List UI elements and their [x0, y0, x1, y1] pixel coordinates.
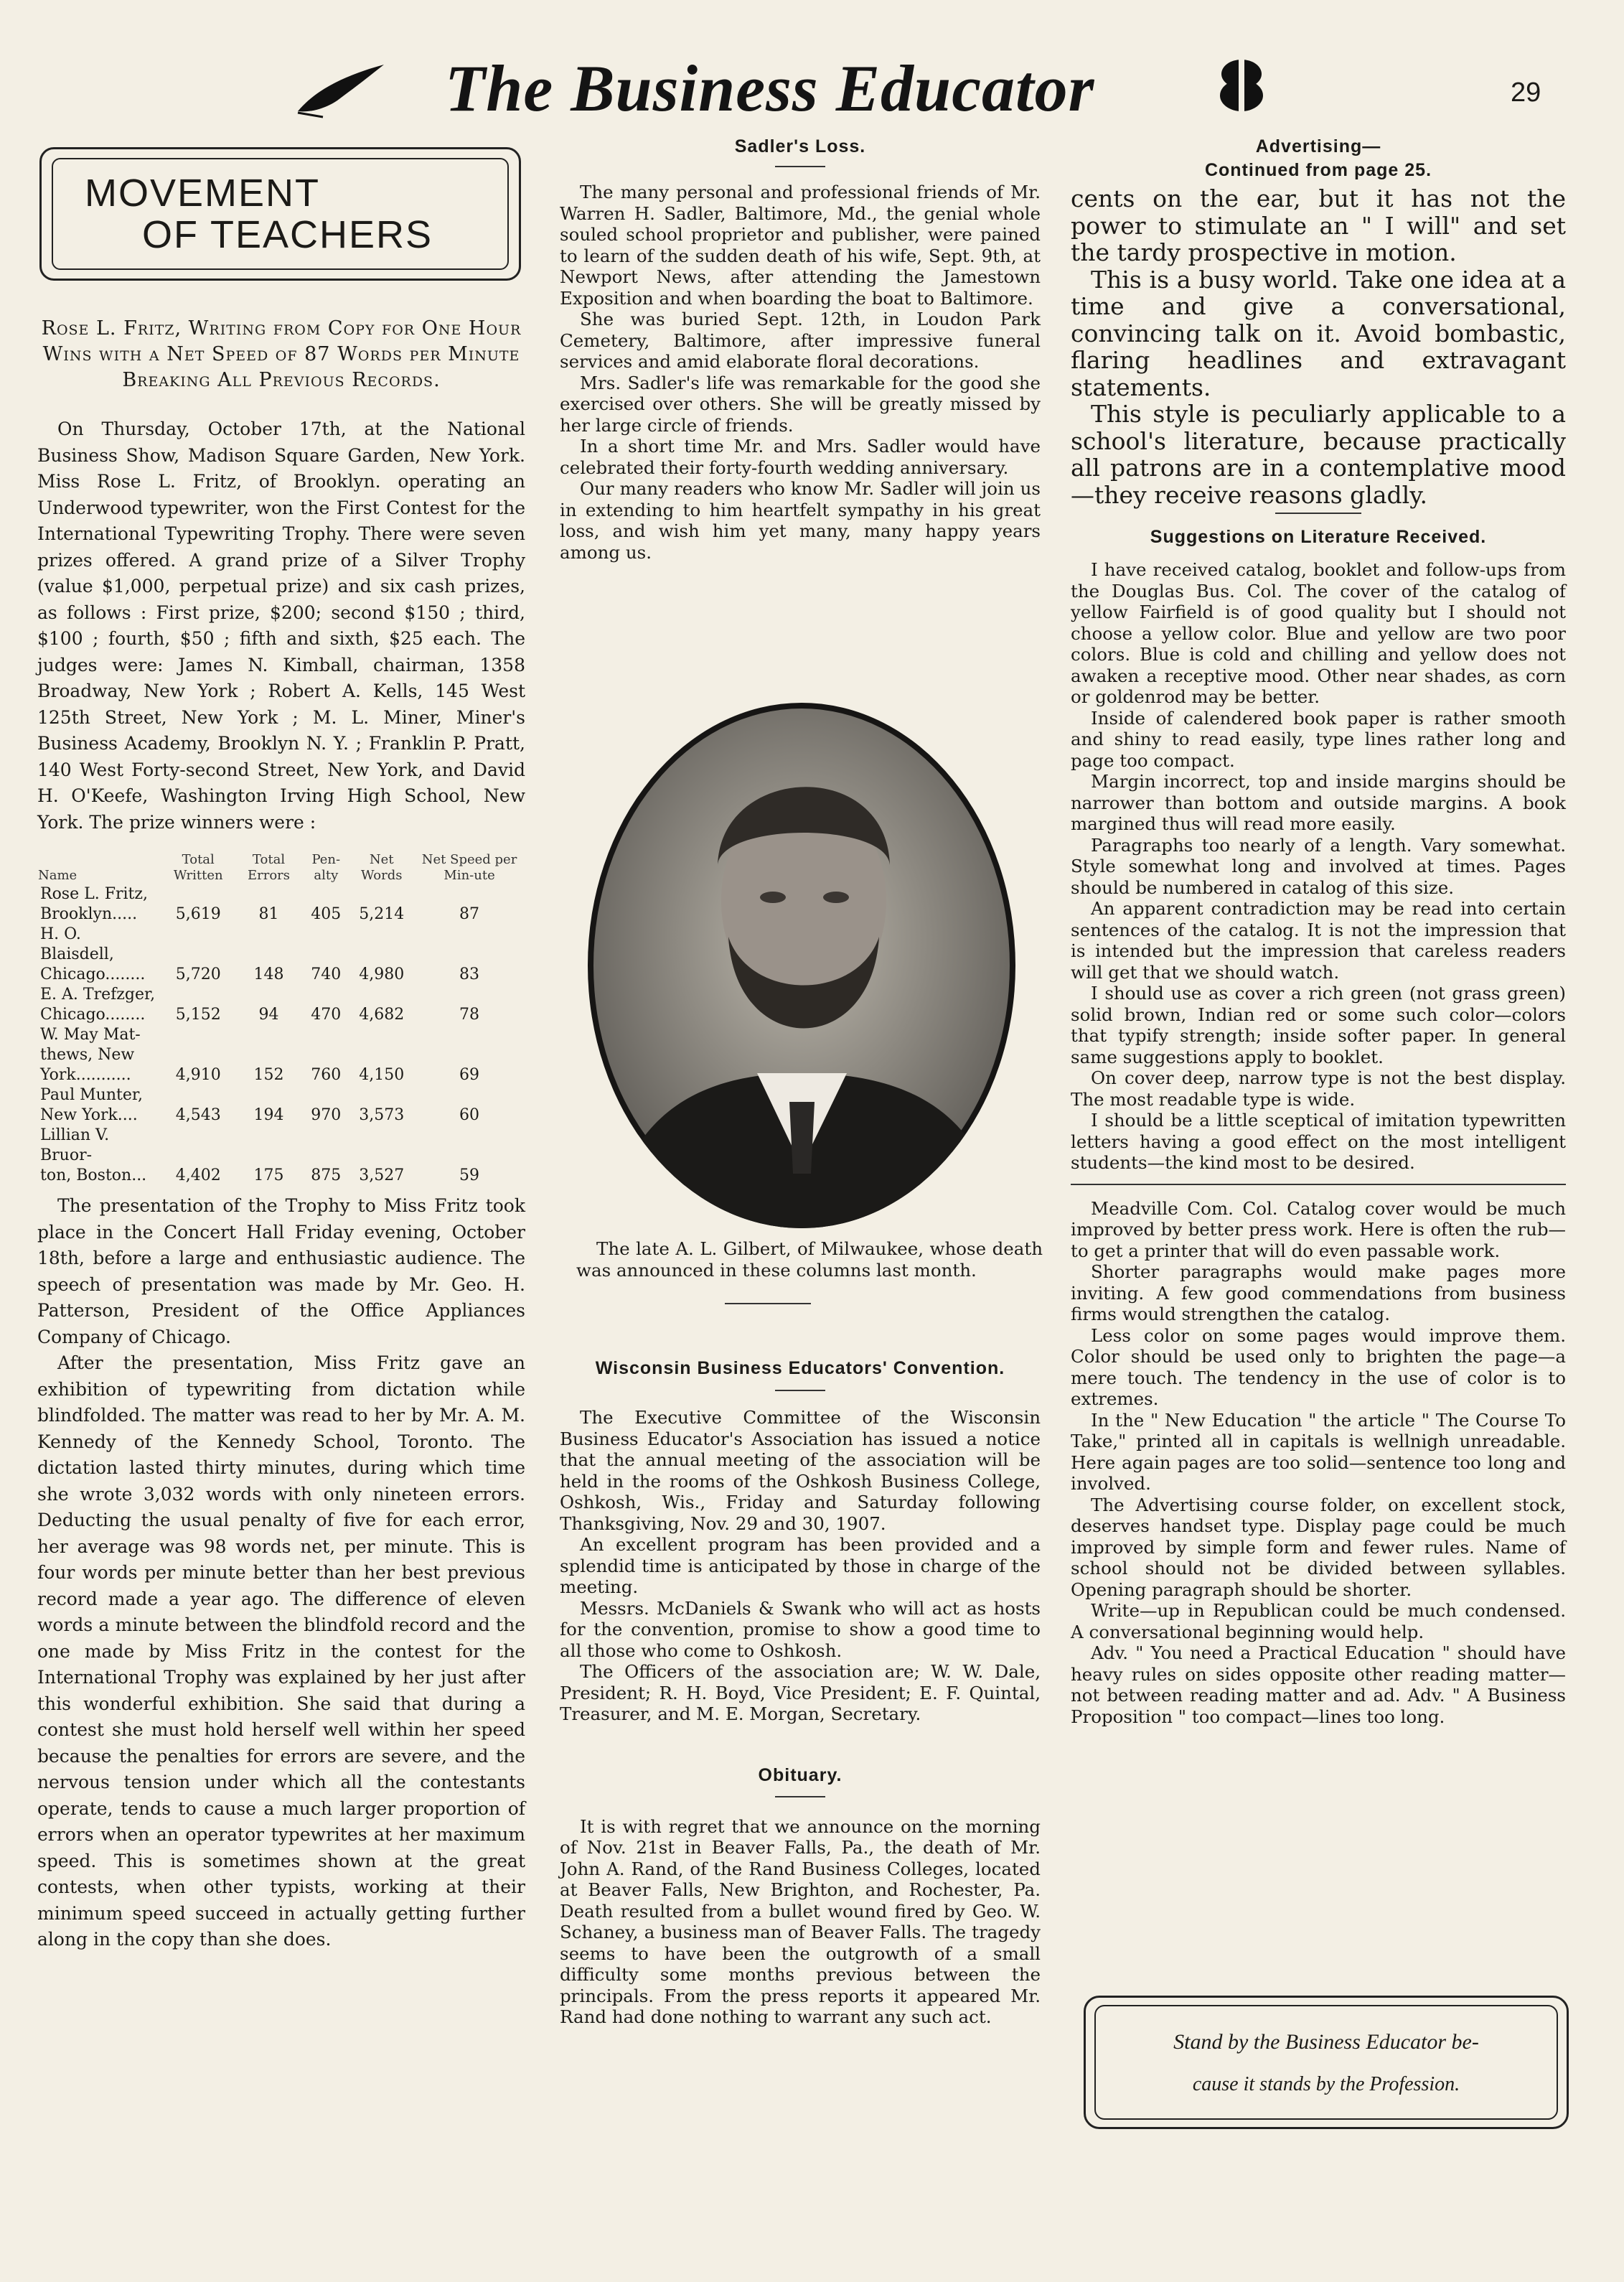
- table-cell: 5,152: [175, 1006, 221, 1024]
- wisconsin-paragraph: An excellent program has been provided and a splendid time is anticipated by those in charge of the meeting.: [560, 1534, 1041, 1597]
- table-cell: 4,150: [359, 1066, 405, 1084]
- sadler-paragraph: Mrs. Sadler's life was remarkable for the good she exercised over others. She will be greatly missed by her large circle of friends.: [560, 372, 1041, 436]
- meadville-paragraph: Meadville Com. Col. Catalog cover would be much improved by better press work. Here is often the rub—to get a printer that will do even passable work.: [1071, 1197, 1566, 1261]
- suggestions-paragraph: Inside of calendered book paper is rather smooth and shiny to read easily, type lines rather long and page too compact.: [1071, 707, 1566, 771]
- table-cell: 78: [459, 1006, 480, 1024]
- sadler-paragraph: In a short time Mr. and Mrs. Sadler would have celebrated their forty-fourth wedding anniversary.: [560, 436, 1041, 478]
- table-header: Total Written: [173, 852, 223, 883]
- advertising-paragraph: This style is peculiarly applicable to a school's literature, because practically all patrons are in a contemplative mood—they receive reasons gladly.: [1071, 400, 1566, 509]
- portrait-caption: The late A. L. Gilbert, of Milwaukee, whose death was announced in these columns last month.: [576, 1238, 1043, 1281]
- table-cell: 4,543: [175, 1106, 221, 1124]
- obituary-paragraph: It is with regret that we announce on the morning of Nov. 21st in Beaver Falls, Pa., the death of Mr. John A. Rand, of the Rand Business Colleges, located at Beaver Falls, New Brighton, and Rochester, Pa. Death resulted from a bullet wound fired by Geo. W. Schaney, a business man of Beaver Falls. The tragedy seems to have been the outgrowth of a small difficulty some months previous between the principals. From the press reports it appeared Mr. Rand had done nothing to warrant any such act.: [560, 1815, 1041, 2027]
- table-cell: 760: [311, 1066, 342, 1084]
- presentation-paragraph: The presentation of the Trophy to Miss Fritz took place in the Concert Hall Friday evening, October 18th, before a large and enthusiastic audience. The speech of presentation was made by Mr. Geo. H. Patterson, President of the Office Appliances Company of Chicago.: [37, 1195, 525, 1347]
- meadville-paragraph: Less color on some pages would improve them. Color should be used only to brighten the page—a mere touch. The tendency in the use of color is to extremes.: [1071, 1324, 1566, 1409]
- table-row: [37, 884, 525, 925]
- sadler-heading: Sadler's Loss.: [734, 136, 866, 156]
- table-cell: 875: [311, 1166, 342, 1184]
- table-cell: 405: [311, 905, 342, 923]
- table-cell: 59: [459, 1166, 480, 1184]
- wisconsin-paragraph: The Officers of the association are; W. W. Dale, President; R. H. Boyd, Vice President; E. F. Quintal, Treasurer, and M. E. Morgan, Secretary.: [560, 1661, 1041, 1724]
- table-cell: 4,980: [359, 965, 405, 983]
- divider: [1071, 1184, 1566, 1185]
- suggestions-heading: Suggestions on Literature Received.: [1150, 527, 1487, 547]
- table-cell: 3,573: [359, 1106, 405, 1124]
- divider: [775, 166, 825, 167]
- stand-text-line-1: Stand by the Business Educator be-: [1173, 2030, 1479, 2054]
- portrait-photo: [585, 700, 1019, 1231]
- table-header: Net Words: [361, 852, 403, 883]
- stand-text-line-2: cause it stands by the Profession.: [1192, 2073, 1460, 2095]
- emblem-icon: [1216, 56, 1267, 113]
- divider: [775, 1796, 825, 1797]
- suggestions-paragraph: I have received catalog, booklet and follow-ups from the Douglas Bus. Col. The cover of the catalog of yellow Fairfield is of good quality but I should not choose a yellow color. Blue and yellow are two poor colors. Blue is cold and chilling and yellow does not awaken a receptive mood. Other near shades, as corn or goldenrod may be better.: [1071, 559, 1566, 707]
- page-number: 29: [1511, 78, 1541, 108]
- table-cell: 3,527: [359, 1166, 405, 1184]
- divider: [775, 1390, 825, 1391]
- table-cell: 4,682: [359, 1006, 405, 1024]
- movement-title-box: [39, 147, 521, 281]
- stand-by-box: [1084, 1996, 1569, 2129]
- table-cell: Rose L. Fritz, Brooklyn.....: [40, 885, 148, 923]
- table-cell: 4,910: [175, 1066, 221, 1084]
- table-header: Name: [38, 868, 78, 883]
- table-header: Total Errors: [247, 852, 291, 883]
- quill-pen-icon: [294, 61, 388, 118]
- divider: [725, 1303, 811, 1304]
- suggestions-paragraph: On cover deep, narrow type is not the best display. The most readable type is wide.: [1071, 1067, 1566, 1110]
- table-cell: 194: [253, 1106, 284, 1124]
- table-cell: 740: [311, 965, 342, 983]
- table-cell: Lillian V. Bruor- ton, Boston...: [40, 1126, 147, 1184]
- masthead-title: The Business Educator: [445, 52, 1095, 125]
- meadville-paragraph: Adv. " You need a Practical Education " should have heavy rules on sides opposite other reading matter—not between reading matter and ad. Adv. " A Business Proposition " too compact—lines too long.: [1071, 1642, 1566, 1727]
- table-cell: 83: [459, 965, 480, 983]
- box-title-line-1: MOVEMENT: [85, 172, 321, 215]
- suggestions-paragraph: An apparent contradiction may be read into certain sentences of the catalog. It is not the impression that is intended but the impression that careless readers will get that we should watch.: [1071, 898, 1566, 983]
- table-cell: 5,214: [359, 905, 405, 923]
- table-cell: 94: [258, 1006, 279, 1024]
- meadville-paragraph: The Advertising course folder, on excellent stock, deserves handset type. Display page could be much improved by simple form and fewer rules. Name of school should not be divided between syllables. Opening paragraph should be shorter.: [1071, 1494, 1566, 1600]
- right-column: [1071, 136, 1566, 1727]
- wisconsin-paragraph: The Executive Committee of the Wisconsin Business Educator's Association has issued a notice that the annual meeting of the association will be held in the rooms of the Oshkosh Business College, Oshkosh, Wis., Friday and Saturday following Thanksgiving, Nov. 29 and 30, 1907.: [560, 1407, 1041, 1534]
- suggestions-paragraph: I should use as cover a rich green (not grass green) solid brown, Indian red or some such color—colors that typify strength; inside softer paper. In general same suggestions apply to booklet.: [1071, 983, 1566, 1067]
- table-header-row: [37, 851, 525, 884]
- wisconsin-paragraph: Messrs. McDaniels & Swank who will act as hosts for the convention, promise to show a good time to all those who come to Oshkosh.: [560, 1597, 1041, 1661]
- table-row: [37, 1025, 525, 1085]
- exhibition-paragraph: After the presentation, Miss Fritz gave an exhibition of typewriting from dictation while blindfolded. The matter was read to her by Mr. A. M. Kennedy of the Kennedy School, Toronto. The dictation lasted thirty minutes, during which time she wrote 3,032 words with only nineteen errors. Deducting the usual penalty of five for each error, her average was 98 words net, per minute. This is four words per minute better than her best previous record made a year ago. The difference of eleven words a minute between the blindfold record and the one made by Miss Fritz in the contest for the International Trophy was explained by her just after this wonderful exhibition. She said that during a contest she must hold herself well within her speed because the penalties for errors are severe, and the nervous tension under which all the contestants operate, tends to cause a much larger proportion of errors when an operator typewrites at her maximum speed. This is sometimes shown at the great contests, when other typists, working at their minimum speed succeed in actually getting further along in the copy than she does.: [37, 1352, 525, 1950]
- divider: [1275, 513, 1361, 514]
- table-header: Pen-alty: [311, 852, 341, 883]
- middle-column: [560, 136, 1041, 563]
- suggestions-paragraph: Margin incorrect, top and inside margins should be narrower than bottom and outside margins. A book margined thus will read more easily.: [1071, 771, 1566, 834]
- sadler-paragraph: The many personal and professional friends of Mr. Warren H. Sadler, Baltimore, Md., the genial whole souled school proprietor and publisher, were pained to learn of the sudden death of his wife, Sept. 9th, at Newport News, after attending the Jamestown Exposition and when boarding the boat to Baltimore.: [560, 182, 1041, 309]
- table-cell: 69: [459, 1066, 480, 1084]
- meadville-paragraph: Shorter paragraphs would make pages more inviting. A few good commendations from business firms would strengthen the catalog.: [1071, 1261, 1566, 1324]
- wisconsin-heading: Wisconsin Business Educators' Convention.: [595, 1358, 1005, 1378]
- table-cell: W. May Mat- thews, New York...........: [40, 1026, 141, 1084]
- left-column: [37, 316, 525, 1953]
- suggestions-paragraph: Paragraphs too nearly of a length. Vary somewhat. Style somewhat long and involved at times. Pages should be numbered in catalog of this size.: [1071, 834, 1566, 898]
- advertising-paragraph: cents on the ear, but it has not the power to stimulate an " I will" and set the tardy prospective in motion.: [1071, 184, 1566, 266]
- advertising-heading: Advertising—: [1255, 136, 1381, 156]
- table-row: [37, 1126, 525, 1186]
- table-cell: 60: [459, 1106, 480, 1124]
- table-cell: 148: [253, 965, 284, 983]
- article-subhead: Rose L. Fritz, Writing from Copy for One Hour Wins with a Net Speed of 87 Words per Minute Breaking All Previous Records.: [41, 317, 522, 391]
- box-title-line-2: OF TEACHERS: [142, 213, 433, 256]
- sadler-paragraph: Our many readers who know Mr. Sadler will join us in extending to him heartfelt sympathy in his great loss, and wish him yet many, many happy years among us.: [560, 478, 1041, 563]
- advertising-paragraph: This is a busy world. Take one idea at a time and give a conversational, convincing talk on it. Avoid bombastic, flaring headlines and extravagant statements.: [1071, 265, 1566, 401]
- table-row: [37, 1085, 525, 1126]
- table-cell: 470: [311, 1006, 342, 1024]
- sadler-paragraph: She was buried Sept. 12th, in Loudon Park Cemetery, Baltimore, after impressive funeral services and amid elaborate floral decorations.: [560, 309, 1041, 372]
- intro-paragraph: On Thursday, October 17th, at the National Business Show, Madison Square Garden, New York. Miss Rose L. Fritz, of Brooklyn. operating an Underwood typewriter, won the First Contest for the International Typewriting Trophy. There were seven prizes offered. A grand prize of a Silver Trophy (value $1,000, perpetual prize) and six cash prizes, as follows : First prize, $200; second $150 ; third, $100 ; fourth, $50 ; fifth and sixth, $25 each. The judges were: James N. Kimball, chairman, 1358 Broadway, New York ; Robert A. Kells, 145 West 125th Street, New York ; M. L. Miner, Miner's Business Academy, Brooklyn N. Y. ; Franklin P. Pratt, 140 West Forty-second Street, New York, and David H. O'Keefe, Washington Irving High School, New York. The prize winners were :: [37, 418, 525, 833]
- continued-heading: Continued from page 25.: [1204, 160, 1432, 180]
- results-table: [37, 851, 525, 1186]
- table-cell: 87: [459, 905, 480, 923]
- meadville-paragraph: In the " New Education " the article " The Course To Take," printed all in capitals is wellnigh unreadable. Here again pages are too solid—sentence too long and involved.: [1071, 1409, 1566, 1494]
- table-row: [37, 985, 525, 1025]
- suggestions-paragraph: I should be a little sceptical of imitation typewritten letters having a good effect on the most intelligent students—the kind most to be desired.: [1071, 1110, 1566, 1173]
- table-cell: E. A. Trefzger, Chicago........: [40, 986, 156, 1024]
- table-header: Net Speed per Min-ute: [421, 852, 517, 883]
- table-cell: 81: [258, 905, 279, 923]
- table-cell: 4,402: [175, 1166, 221, 1184]
- table-cell: 175: [253, 1166, 284, 1184]
- table-row: [37, 925, 525, 985]
- table-cell: 5,720: [175, 965, 221, 983]
- table-cell: 5,619: [175, 905, 221, 923]
- table-cell: 970: [311, 1106, 342, 1124]
- meadville-paragraph: Write—up in Republican could be much condensed. A conversational beginning would help.: [1071, 1600, 1566, 1642]
- table-cell: Paul Munter, New York....: [40, 1086, 143, 1124]
- masthead: [0, 22, 1624, 125]
- middle-column-lower: [560, 1357, 1041, 2028]
- table-cell: H. O. Blaisdell, Chicago........: [40, 925, 146, 983]
- obituary-heading: Obituary.: [758, 1764, 842, 1785]
- table-cell: 152: [253, 1066, 284, 1084]
